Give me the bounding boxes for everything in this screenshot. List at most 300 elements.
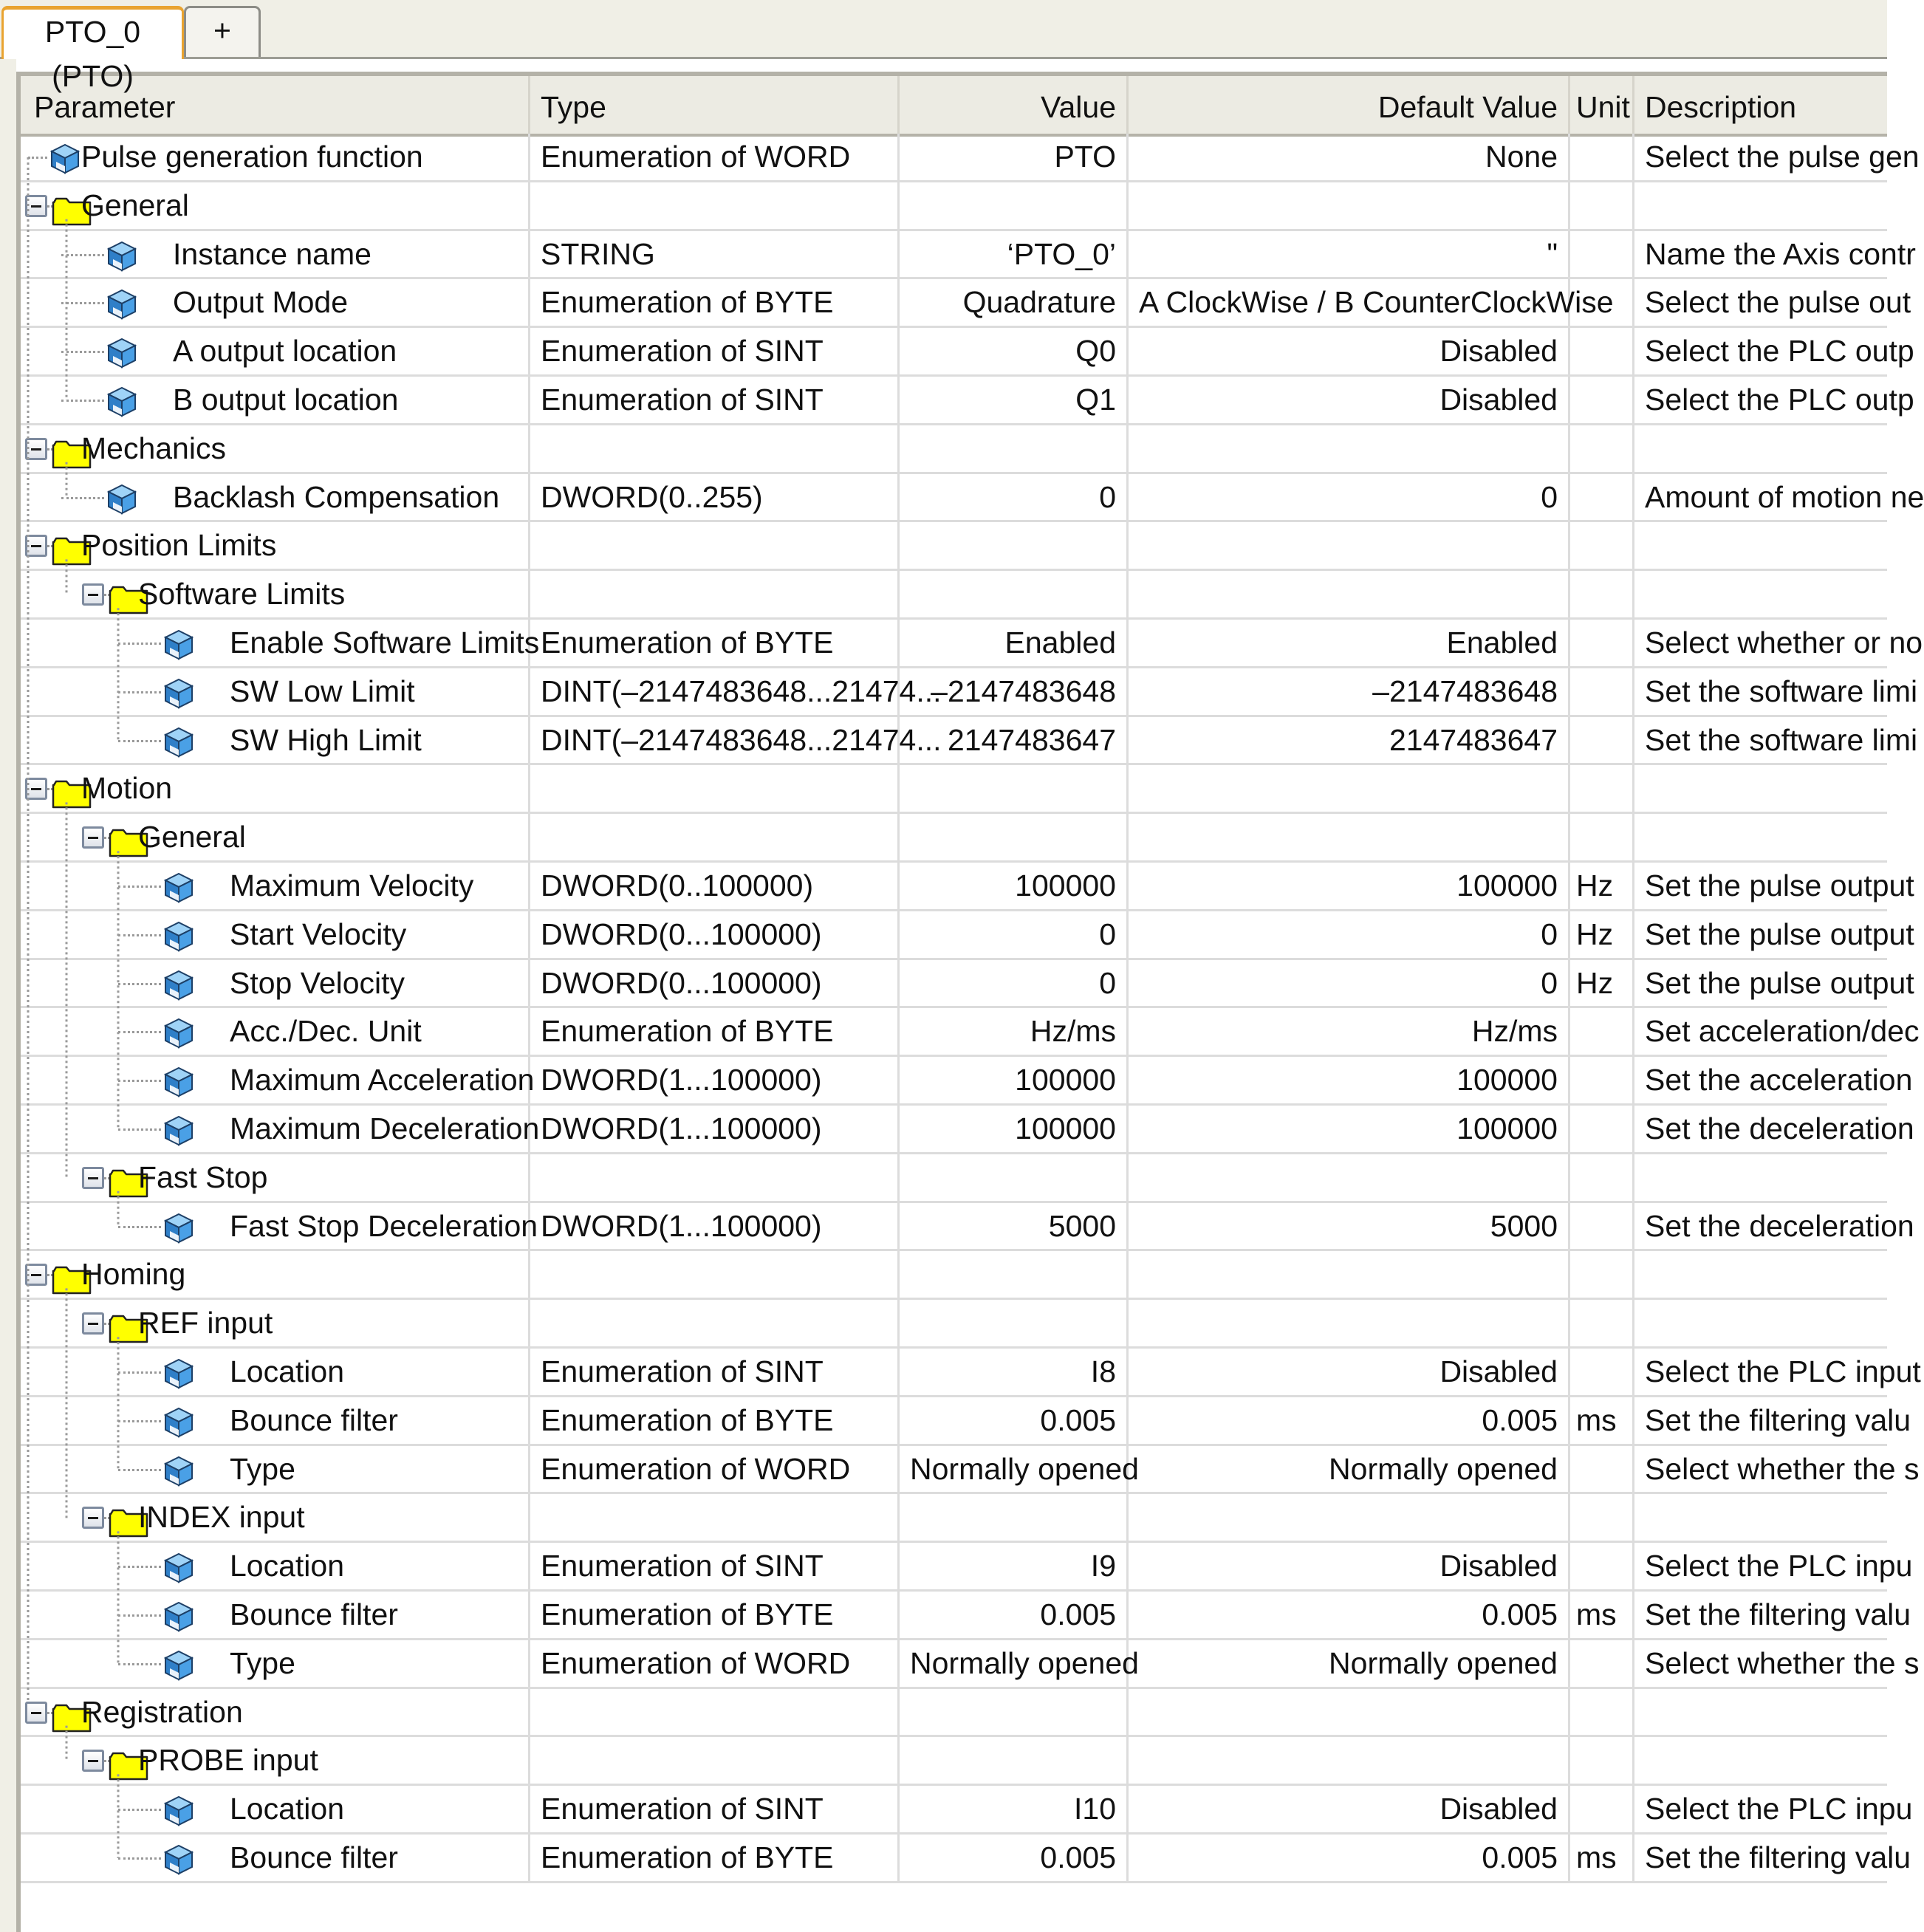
value-cell[interactable]: Hz/ms (900, 1008, 1129, 1055)
parameter-cube-icon (106, 336, 138, 369)
empty-cell (1129, 1494, 1570, 1541)
parameter-cell (21, 474, 530, 521)
group-label: Position Limits (81, 528, 277, 563)
empty-cell (1634, 1300, 1887, 1346)
type-cell: Enumeration of SINT (530, 377, 900, 423)
unit-cell (1570, 1008, 1634, 1055)
unit-cell (1570, 1106, 1634, 1152)
parameter-label: Maximum Velocity (230, 868, 474, 902)
default-value-cell: Enabled (1129, 620, 1570, 666)
parameter-label: A output location (173, 334, 397, 369)
parameter-cell (21, 1640, 530, 1687)
default-value-cell: Hz/ms (1129, 1008, 1570, 1055)
default-value-cell: A ClockWise / B CounterClockWise (1129, 279, 1570, 326)
description-cell: Set the filtering valu (1645, 1402, 1911, 1437)
column-header-default-value[interactable]: Default Value (1129, 76, 1570, 134)
parameter-label: SW Low Limit (230, 674, 415, 708)
column-header-unit[interactable]: Unit (1570, 76, 1634, 134)
parameter-row[interactable] (21, 1835, 1911, 1883)
parameter-cube-icon (106, 482, 138, 515)
parameter-row[interactable] (21, 1349, 1921, 1397)
value-cell[interactable]: 0 (900, 474, 1129, 521)
tree-connector (118, 1371, 161, 1374)
parameter-label: Bounce filter (230, 1402, 398, 1437)
parameter-row[interactable] (21, 1446, 1920, 1495)
parameter-row[interactable] (21, 717, 1918, 766)
type-cell: Enumeration of SINT (530, 1349, 900, 1395)
group-row[interactable] (21, 1737, 1887, 1786)
left-gutter (0, 57, 16, 1932)
group-label: PROBE input (138, 1743, 318, 1778)
empty-cell (530, 1251, 900, 1298)
value-cell[interactable]: ‘PTO_0’ (900, 231, 1129, 278)
parameter-cell (21, 1786, 530, 1832)
unit-cell: Hz (1570, 863, 1634, 909)
empty-cell (1570, 814, 1634, 860)
parameter-cell (21, 1154, 530, 1201)
description-cell: Set the acceleration (1645, 1063, 1913, 1097)
parameter-row[interactable] (21, 1592, 1911, 1640)
collapse-minus-icon[interactable] (25, 195, 47, 217)
parameter-cell (21, 1543, 530, 1589)
value-cell[interactable]: I8 (900, 1349, 1129, 1395)
unit-cell (1570, 668, 1634, 715)
collapse-minus-icon[interactable] (25, 1702, 47, 1724)
tree-connector (118, 1857, 161, 1860)
tree-connector (118, 1809, 161, 1811)
unit-cell (1570, 134, 1634, 180)
collapse-minus-icon[interactable] (25, 438, 47, 460)
type-cell: Enumeration of BYTE (530, 279, 900, 326)
value-cell[interactable]: Q1 (900, 377, 1129, 423)
parameter-cell (21, 717, 530, 764)
parameter-cell (21, 1446, 530, 1493)
unit-cell (1570, 1543, 1634, 1589)
group-row[interactable] (21, 1300, 1887, 1349)
value-cell[interactable]: 0.005 (900, 1592, 1129, 1638)
parameter-cell (21, 231, 530, 278)
unit-cell: ms (1570, 1835, 1634, 1881)
group-label: Registration (81, 1694, 243, 1729)
collapse-minus-icon[interactable] (25, 1264, 47, 1286)
parameter-label: Fast Stop Deceleration (230, 1208, 538, 1243)
default-value-cell: 0 (1129, 960, 1570, 1007)
empty-cell (1570, 765, 1634, 812)
parameter-label: Acc./Dec. Unit (230, 1014, 422, 1049)
parameter-label: Type (230, 1451, 295, 1486)
parameter-row[interactable] (21, 911, 1914, 960)
value-cell[interactable]: 0 (900, 911, 1129, 958)
type-cell: DWORD(1...100000) (530, 1203, 900, 1250)
empty-cell (1129, 1737, 1570, 1784)
unit-cell: ms (1570, 1592, 1634, 1638)
unit-cell (1570, 620, 1634, 666)
parameter-cell (21, 182, 530, 229)
empty-cell (1570, 182, 1634, 229)
parameter-cube-icon (162, 1454, 195, 1487)
group-row[interactable] (21, 1154, 1887, 1203)
group-label: Mechanics (81, 431, 226, 465)
parameter-cell (21, 134, 530, 180)
grid-header (21, 76, 1887, 137)
description-cell: Select the pulse out (1645, 285, 1911, 320)
collapse-minus-icon[interactable] (25, 778, 47, 800)
empty-cell (1129, 425, 1570, 472)
empty-cell (1129, 571, 1570, 617)
parameter-cell (21, 425, 530, 472)
parameter-cell (21, 328, 530, 374)
type-cell: Enumeration of WORD (530, 1640, 900, 1687)
empty-cell (1129, 1689, 1570, 1736)
empty-cell (530, 1494, 900, 1541)
parameter-label: Bounce filter (230, 1597, 398, 1631)
empty-cell (1634, 1251, 1887, 1298)
group-label: General (138, 820, 246, 854)
empty-cell (900, 814, 1129, 860)
empty-cell (1570, 1251, 1634, 1298)
group-label: Homing (81, 1257, 186, 1292)
column-header-description[interactable]: Description (1645, 90, 1797, 124)
tree-connector (118, 1420, 161, 1422)
default-value-cell: 2147483647 (1129, 717, 1570, 764)
default-value-cell: Disabled (1129, 1349, 1570, 1395)
empty-cell (1129, 522, 1570, 569)
tree-connector (118, 1566, 161, 1568)
group-row[interactable] (21, 765, 1887, 814)
parameter-row[interactable] (21, 1640, 1920, 1689)
column-header-parameter[interactable]: Parameter (21, 76, 530, 134)
parameter-row[interactable] (21, 1203, 1914, 1252)
value-cell[interactable]: 0.005 (900, 1397, 1129, 1444)
empty-cell (900, 1737, 1129, 1784)
parameter-row[interactable] (21, 1397, 1911, 1446)
empty-cell (900, 1300, 1129, 1346)
parameter-cube-icon (162, 1843, 195, 1875)
column-header-type[interactable]: Type (530, 76, 900, 134)
value-cell[interactable]: 100000 (900, 1057, 1129, 1103)
parameter-label: Start Velocity (230, 917, 407, 951)
parameter-row[interactable] (21, 1543, 1913, 1592)
empty-cell (530, 425, 900, 472)
value-cell[interactable]: Q0 (900, 328, 1129, 374)
parameter-cube-icon (162, 725, 195, 758)
group-label: Fast Stop (138, 1159, 268, 1194)
unit-cell (1570, 1057, 1634, 1103)
tree-connector (118, 1614, 161, 1617)
value-cell[interactable]: 0 (900, 960, 1129, 1007)
parameter-cell (21, 279, 530, 326)
default-value-cell: 100000 (1129, 863, 1570, 909)
description-cell: Name the Axis contr (1645, 236, 1916, 271)
parameter-cube-icon (162, 968, 195, 1001)
tree-connector (118, 886, 161, 888)
empty-cell (1634, 1494, 1887, 1541)
column-header-value[interactable]: Value (900, 76, 1129, 134)
value-cell[interactable]: 100000 (900, 863, 1129, 909)
group-label: REF input (138, 1306, 273, 1340)
default-value-cell: 0.005 (1129, 1397, 1570, 1444)
parameter-cube-icon (49, 142, 81, 174)
default-value-cell: 0 (1129, 474, 1570, 521)
collapse-minus-icon[interactable] (82, 583, 104, 606)
description-cell: Set the deceleration (1645, 1208, 1914, 1243)
tree-connector (118, 1226, 161, 1228)
tree-connector (61, 351, 104, 353)
type-cell: DWORD(0..255) (530, 474, 900, 521)
empty-cell (1570, 1300, 1634, 1346)
description-cell: Set the pulse output (1645, 917, 1914, 951)
parameter-row[interactable] (21, 377, 1914, 425)
empty-cell (900, 182, 1129, 229)
type-cell: Enumeration of SINT (530, 1543, 900, 1589)
parameter-cell (21, 1494, 530, 1541)
empty-cell (1634, 814, 1887, 860)
collapse-minus-icon[interactable] (82, 826, 104, 849)
add-tab-button[interactable]: + (184, 6, 261, 57)
empty-cell (1129, 765, 1570, 812)
parameter-row[interactable] (21, 668, 1918, 717)
group-row[interactable] (21, 1689, 1887, 1738)
description-cell: Set the pulse output (1645, 965, 1914, 1000)
empty-cell (530, 522, 900, 569)
value-cell[interactable]: PTO (900, 134, 1129, 180)
value-cell[interactable]: 5000 (900, 1203, 1129, 1250)
parameter-cell (21, 522, 530, 569)
description-cell: Set the filtering valu (1645, 1597, 1911, 1631)
value-cell[interactable]: Quadrature (900, 279, 1129, 326)
description-cell: Select the PLC inpu (1645, 1549, 1913, 1583)
empty-cell (900, 571, 1129, 617)
tree-connector (61, 400, 104, 402)
collapse-minus-icon[interactable] (82, 1312, 104, 1335)
value-cell[interactable]: 100000 (900, 1106, 1129, 1152)
parameter-cube-icon (106, 287, 138, 320)
description-cell: Select the PLC outp (1645, 382, 1914, 417)
tab-pto0[interactable]: PTO_0 (PTO) (1, 6, 184, 59)
empty-cell (1570, 1154, 1634, 1201)
empty-cell (530, 571, 900, 617)
parameter-label: Maximum Acceleration (230, 1063, 535, 1097)
parameter-cell (21, 1203, 538, 1250)
parameter-cube-icon (162, 919, 195, 952)
parameter-cell (21, 1397, 530, 1444)
group-label: INDEX input (138, 1500, 305, 1535)
parameter-row[interactable] (21, 231, 1916, 280)
collapse-minus-icon[interactable] (82, 1507, 104, 1529)
default-value-cell: Disabled (1129, 377, 1570, 423)
empty-cell (900, 1689, 1129, 1736)
collapse-minus-icon[interactable] (25, 535, 47, 557)
tree-connector (118, 643, 161, 645)
default-value-cell: Normally opened (1129, 1446, 1570, 1493)
group-label: Software Limits (138, 577, 346, 612)
unit-cell (1570, 474, 1634, 521)
parameter-cube-icon (162, 1211, 195, 1244)
parameter-label: Bounce filter (230, 1840, 398, 1874)
empty-cell (1129, 814, 1570, 860)
parameter-label: Instance name (173, 236, 372, 271)
value-cell[interactable]: –2147483648 (900, 668, 1129, 715)
unit-cell (1570, 1203, 1634, 1250)
group-row[interactable] (21, 814, 1887, 863)
parameter-row[interactable] (21, 960, 1914, 1009)
description-cell: Select the PLC input (1645, 1354, 1921, 1388)
parameter-cell (21, 814, 530, 860)
parameter-row[interactable] (21, 328, 1914, 377)
parameter-label: SW High Limit (230, 722, 422, 757)
parameter-cube-icon (162, 1405, 195, 1438)
group-row[interactable] (21, 522, 1887, 571)
unit-cell (1570, 377, 1634, 423)
default-value-cell: Disabled (1129, 1543, 1570, 1589)
unit-cell (1570, 231, 1634, 278)
tree-connector (118, 1469, 161, 1471)
tree-connector (118, 983, 161, 985)
empty-cell (1129, 182, 1570, 229)
type-cell: Enumeration of BYTE (530, 1008, 900, 1055)
parameter-cell (21, 1737, 530, 1784)
parameter-cube-icon (162, 1648, 195, 1681)
empty-cell (530, 1689, 900, 1736)
default-value-cell: 5000 (1129, 1203, 1570, 1250)
parameter-cell (21, 1251, 530, 1298)
tree-connector (61, 497, 104, 499)
empty-cell (1570, 1737, 1634, 1784)
parameter-row[interactable] (21, 863, 1914, 911)
type-cell: Enumeration of WORD (530, 134, 900, 180)
value-cell[interactable]: Normally opened (900, 1446, 1129, 1493)
tree-connector (61, 302, 104, 304)
unit-cell (1570, 1640, 1634, 1687)
type-cell: Enumeration of BYTE (530, 1592, 900, 1638)
type-cell: DWORD(0...100000) (530, 911, 900, 958)
default-value-cell: 100000 (1129, 1106, 1570, 1152)
description-cell: Select whether or no (1645, 625, 1923, 660)
group-label: General (81, 188, 189, 222)
default-value-cell: 0 (1129, 911, 1570, 958)
description-cell: Select the PLC outp (1645, 334, 1914, 369)
parameter-cell (21, 1057, 535, 1103)
value-cell[interactable]: Enabled (900, 620, 1129, 666)
parameter-row[interactable] (21, 1057, 1913, 1106)
default-value-cell: 100000 (1129, 1057, 1570, 1103)
empty-cell (1129, 1251, 1570, 1298)
parameter-cube-icon (162, 871, 195, 903)
description-cell: Amount of motion ne (1645, 479, 1924, 514)
empty-cell (900, 425, 1129, 472)
parameter-label: Stop Velocity (230, 965, 405, 1000)
parameter-row[interactable] (21, 1008, 1920, 1057)
description-cell: Select the PLC inpu (1645, 1792, 1913, 1826)
parameter-row[interactable] (21, 1106, 1914, 1154)
type-cell: Enumeration of WORD (530, 1446, 900, 1493)
empty-cell (1634, 765, 1887, 812)
description-cell: Set the pulse output (1645, 868, 1914, 902)
tree-connector (118, 934, 161, 936)
group-row[interactable] (21, 1494, 1887, 1543)
type-cell: Enumeration of SINT (530, 328, 900, 374)
value-cell[interactable]: Normally opened (900, 1640, 1129, 1687)
group-row[interactable] (21, 1251, 1887, 1300)
default-value-cell: 0.005 (1129, 1835, 1570, 1881)
parameter-label: Location (230, 1549, 345, 1583)
parameter-cell (21, 863, 530, 909)
tree-connector (118, 1128, 161, 1131)
group-row[interactable] (21, 182, 1887, 231)
default-value-cell: Normally opened (1129, 1640, 1570, 1687)
parameter-row[interactable] (21, 134, 1920, 182)
parameter-cell (21, 765, 530, 812)
type-cell: Enumeration of BYTE (530, 1397, 900, 1444)
empty-cell (530, 1737, 900, 1784)
value-cell[interactable]: 2147483647 (900, 717, 1129, 764)
collapse-minus-icon[interactable] (82, 1750, 104, 1772)
tree-connector (61, 254, 104, 256)
default-value-cell: –2147483648 (1129, 668, 1570, 715)
parameter-cell (21, 377, 530, 423)
group-row[interactable] (21, 571, 1887, 620)
collapse-minus-icon[interactable] (82, 1167, 104, 1189)
parameter-cube-icon (162, 1794, 195, 1826)
group-row[interactable] (21, 425, 1887, 474)
parameter-cube-icon (162, 1357, 195, 1389)
parameter-row[interactable] (21, 474, 1924, 523)
parameter-label: Output Mode (173, 285, 349, 320)
empty-cell (1570, 522, 1634, 569)
empty-cell (900, 1251, 1129, 1298)
grid-rows (21, 134, 1924, 1883)
description-cell: Set acceleration/dec (1645, 1014, 1920, 1049)
parameter-label: Backlash Compensation (173, 479, 500, 514)
value-cell[interactable]: I10 (900, 1786, 1129, 1832)
default-value-cell: " (1129, 231, 1570, 278)
type-cell: DINT(–2147483648...21474... (530, 717, 900, 764)
unit-cell (1570, 328, 1634, 374)
tree-connector (118, 1031, 161, 1033)
parameter-label: Pulse generation function (81, 140, 423, 174)
empty-cell (1570, 571, 1634, 617)
parameter-row[interactable] (21, 1786, 1913, 1835)
type-cell: Enumeration of BYTE (530, 1835, 900, 1881)
tree-connector (118, 1663, 161, 1665)
parameter-cell (21, 1106, 540, 1152)
empty-cell (900, 522, 1129, 569)
value-cell[interactable]: I9 (900, 1543, 1129, 1589)
parameter-label: Location (230, 1354, 345, 1388)
default-value-cell: Disabled (1129, 328, 1570, 374)
unit-cell (1570, 279, 1634, 326)
empty-cell (530, 765, 900, 812)
value-cell[interactable]: 0.005 (900, 1835, 1129, 1881)
type-cell: DWORD(0...100000) (530, 960, 900, 1007)
unit-cell: Hz (1570, 911, 1634, 958)
parameter-row[interactable] (21, 279, 1911, 328)
parameter-row[interactable] (21, 620, 1923, 668)
type-cell: DWORD(1...100000) (530, 1057, 900, 1103)
parameter-cell (21, 911, 530, 958)
description-cell: Set the filtering valu (1645, 1840, 1911, 1874)
empty-cell (1634, 522, 1887, 569)
empty-cell (1634, 1154, 1887, 1201)
tree-connector (118, 1080, 161, 1082)
parameter-cell (21, 1349, 530, 1395)
parameter-cube-icon (162, 1065, 195, 1097)
empty-cell (900, 1494, 1129, 1541)
tree-connector (118, 740, 161, 742)
parameter-cube-icon (162, 1551, 195, 1583)
type-cell: DINT(–2147483648...21474... (530, 668, 900, 715)
parameter-cell (21, 1835, 530, 1881)
